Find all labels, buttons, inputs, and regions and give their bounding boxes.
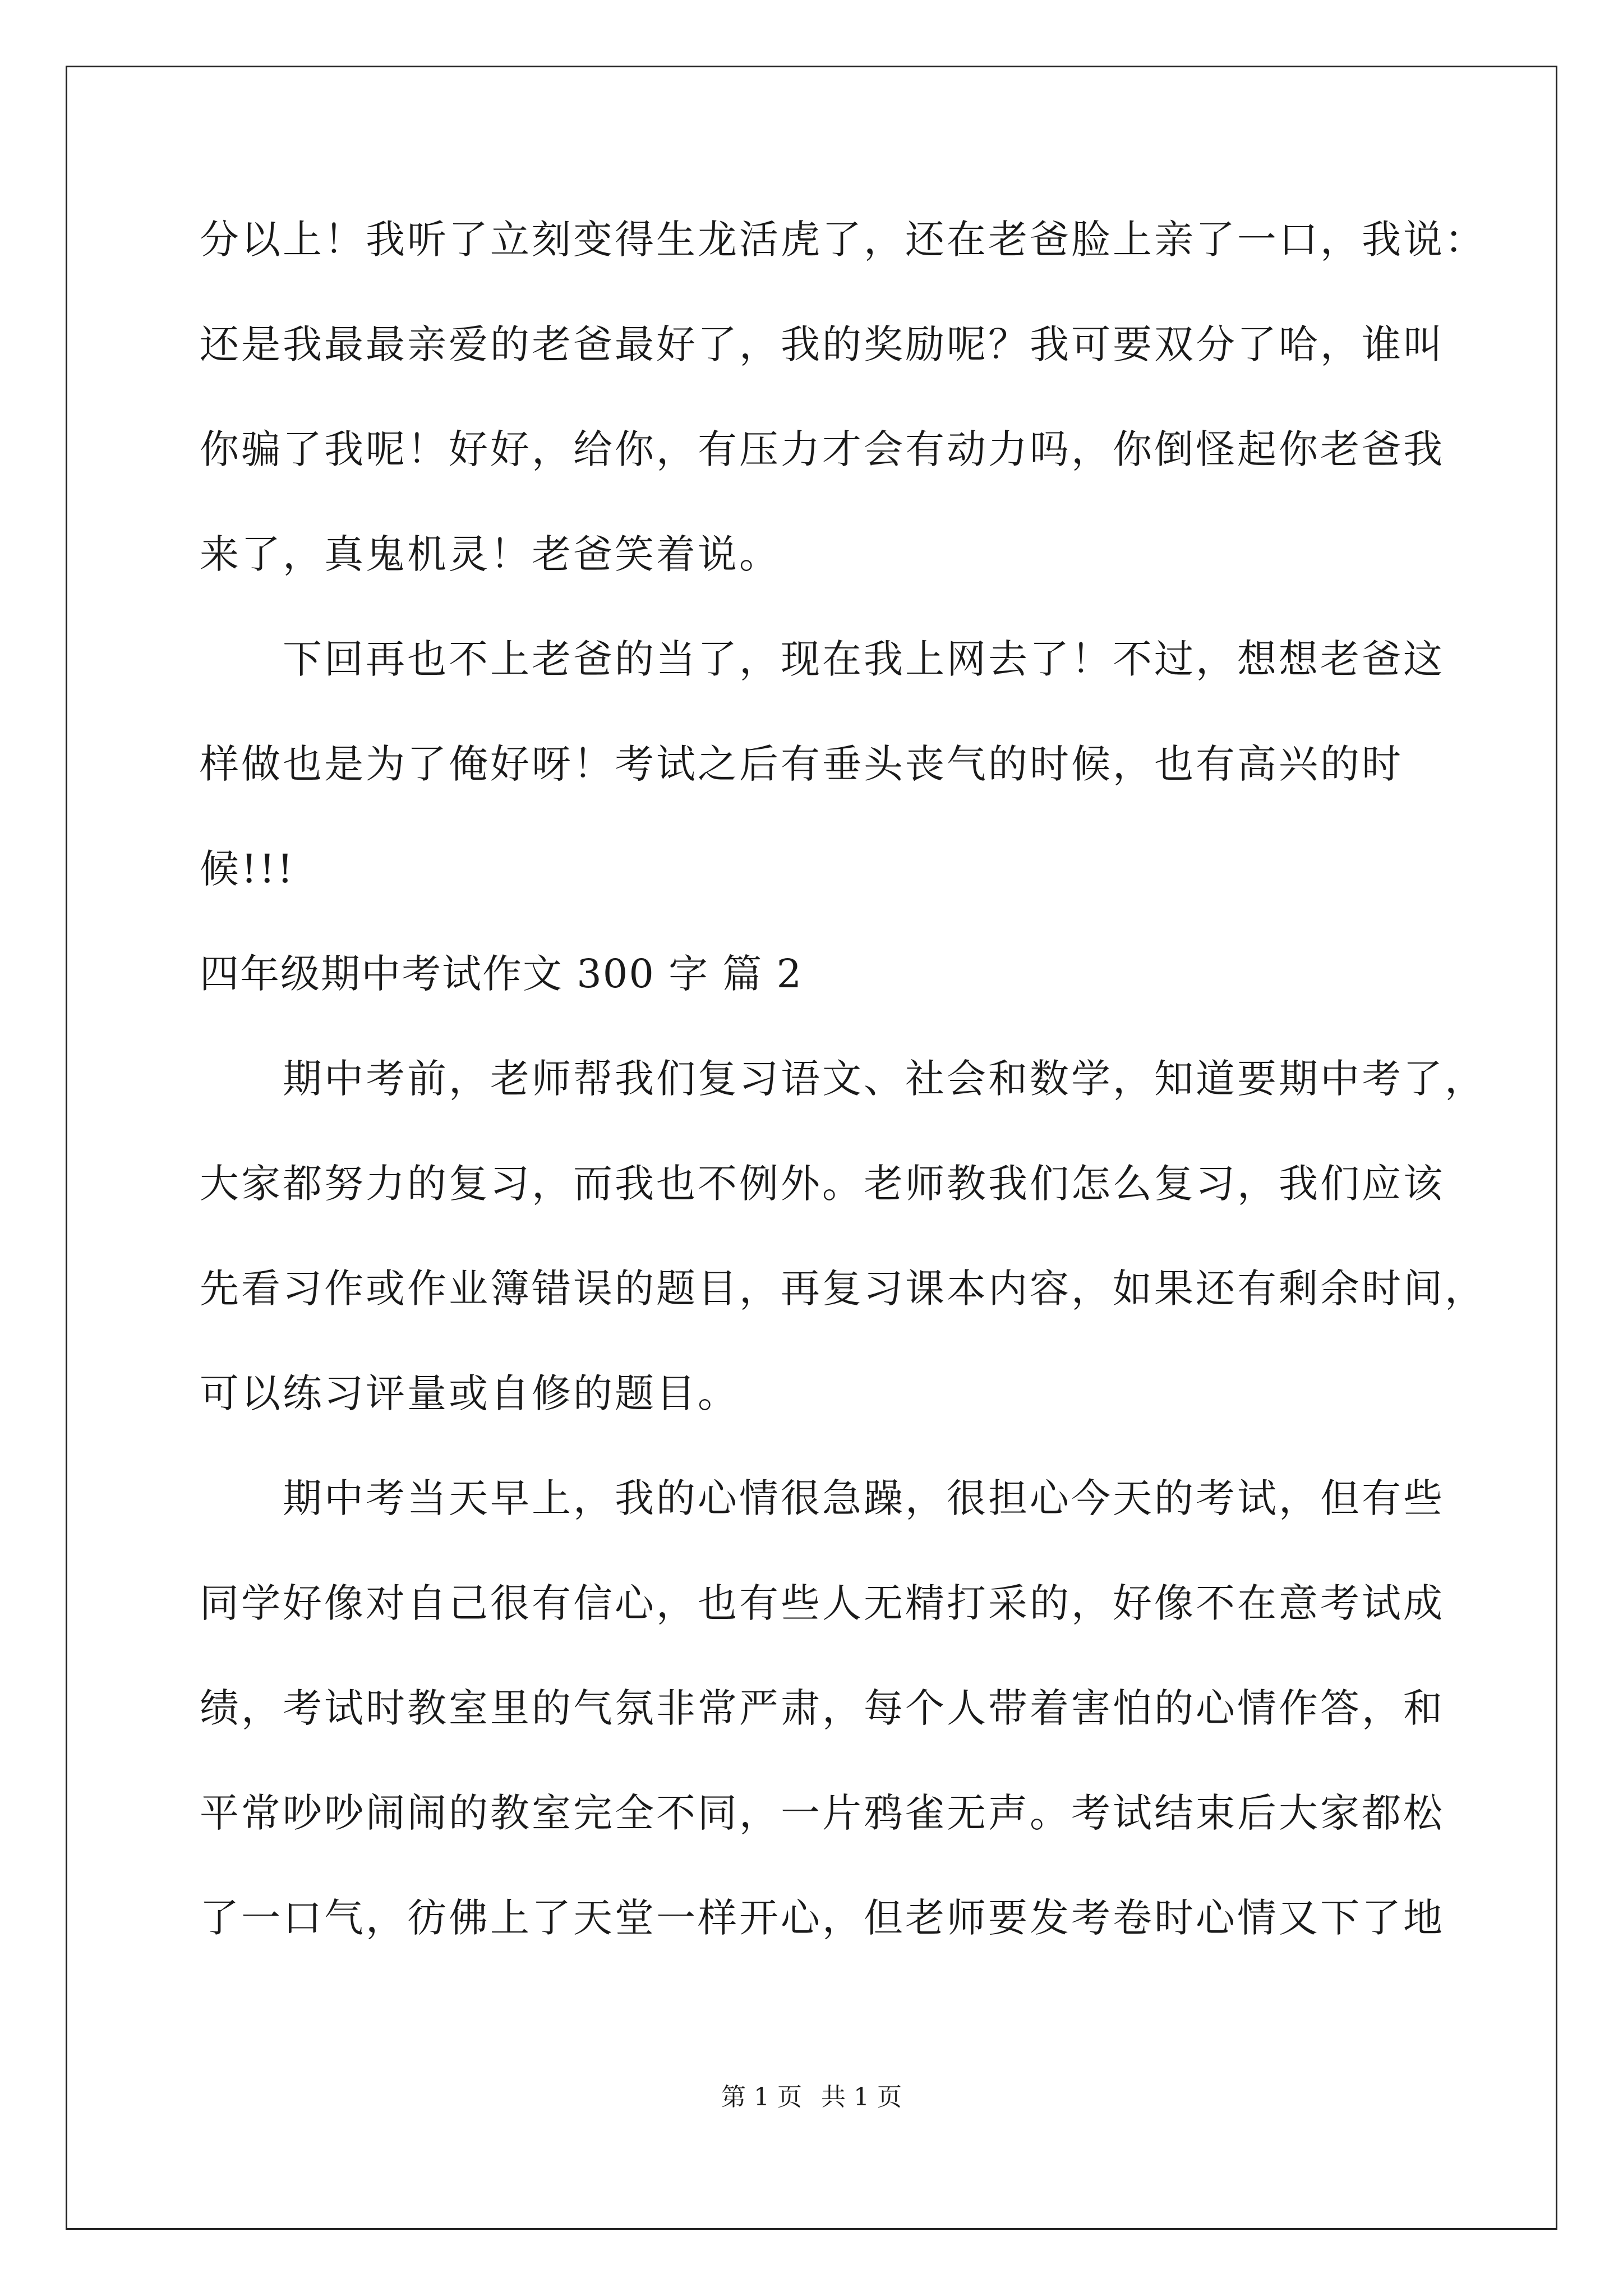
text-line: 绩，考试时教室里的气氛非常严肃，每个人带着害怕的心情作答，和 bbox=[200, 1685, 1445, 1731]
text-line: 平常吵吵闹闹的教室完全不同，一片鸦雀无声。考试结束后大家都松 bbox=[200, 1790, 1445, 1836]
text-line: 期中考当天早上，我的心情很急躁，很担心今天的考试，但有些 bbox=[283, 1475, 1445, 1521]
page-footer bbox=[0, 2077, 1623, 2113]
text-line: 还是我最最亲爱的老爸最好了，我的奖励呢？我可要双分了哈，谁叫 bbox=[200, 321, 1445, 367]
text-line: 了一口气，彷佛上了天堂一样开心，但老师要发考卷时心情又下了地 bbox=[200, 1895, 1445, 1941]
text-line: 来了，真鬼机灵！老爸笑着说。 bbox=[200, 531, 781, 577]
text-line: 候!!! bbox=[200, 846, 296, 892]
text-line: 同学好像对自己很有信心，也有些人无精打采的，好像不在意考试成 bbox=[200, 1580, 1445, 1626]
text-line: 分以上！我听了立刻变得生龙活虎了，还在老爸脸上亲了一口，我说： bbox=[200, 217, 1486, 263]
page-number: 第 1 页 bbox=[721, 2083, 802, 2111]
text-line: 大家都努力的复习，而我也不例外。老师教我们怎么复习，我们应该 bbox=[200, 1161, 1445, 1207]
page-total: 共 1 页 bbox=[821, 2083, 902, 2111]
text-line: 可以练习评量或自修的题目。 bbox=[200, 1370, 739, 1416]
text-line: 样做也是为了俺好呀！考试之后有垂头丧气的时候，也有高兴的时 bbox=[200, 741, 1403, 787]
text-line: 你骗了我呢！好好，给你，有压力才会有动力吗，你倒怪起你老爸我 bbox=[200, 426, 1445, 472]
document-body bbox=[200, 213, 1486, 1996]
section-heading: 四年级期中考试作文 300 字 篇 2 bbox=[200, 951, 803, 997]
text-line: 期中考前，老师帮我们复习语文、社会和数学，知道要期中考了， bbox=[283, 1056, 1486, 1102]
text-line: 先看习作或作业簿错误的题目，再复习课本内容，如果还有剩余时间， bbox=[200, 1266, 1486, 1312]
text-line: 下回再也不上老爸的当了，现在我上网去了！不过，想想老爸这 bbox=[283, 636, 1445, 682]
